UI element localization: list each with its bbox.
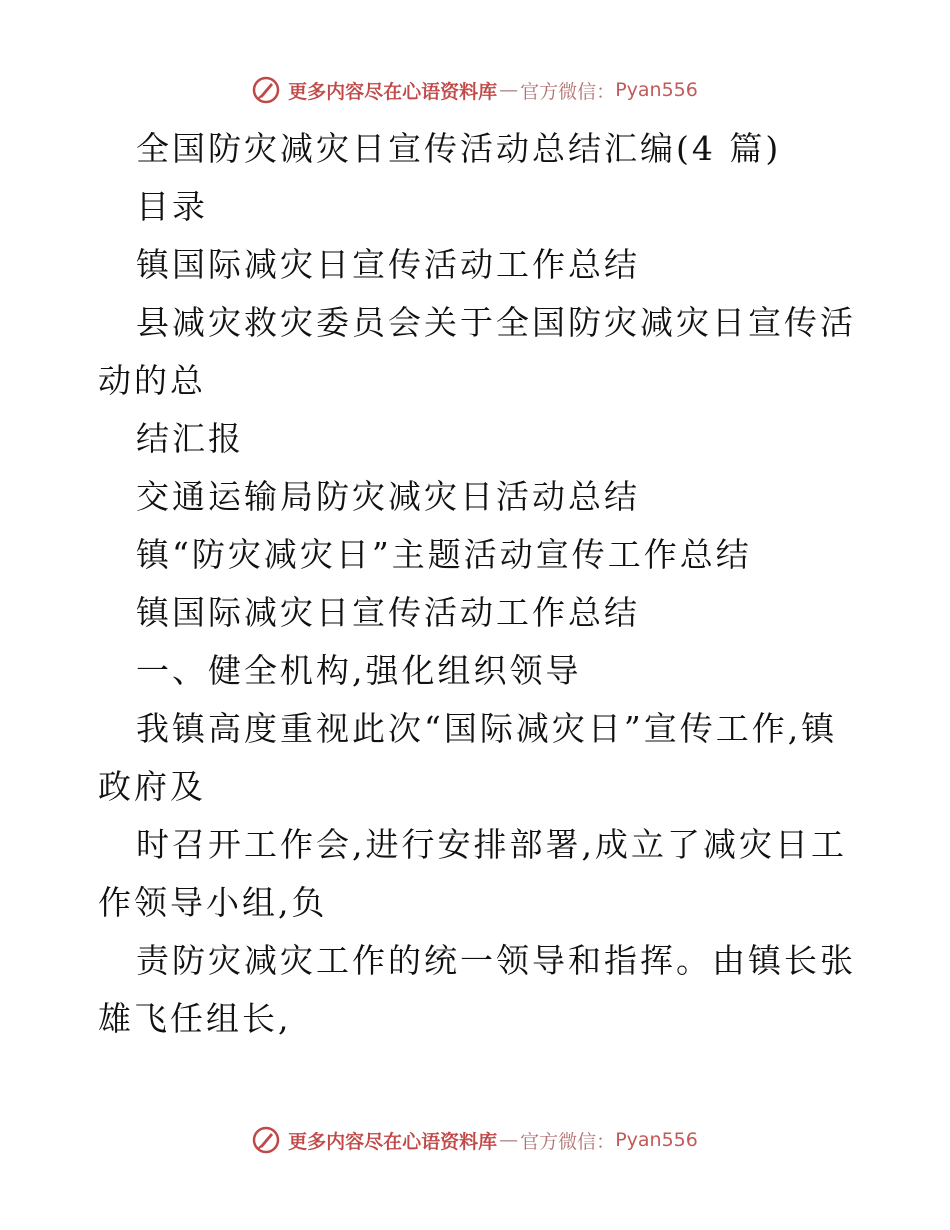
quill-logo-icon — [252, 1126, 280, 1154]
body-paragraph: 时召开工作会,进行安排部署,成立了减灾日工作领导小组,负 — [98, 825, 847, 922]
quill-logo-icon — [252, 76, 280, 104]
watermark-separator: — — [499, 1129, 519, 1151]
toc-item: 交通运输局防灾减灾日活动总结 — [136, 477, 640, 516]
watermark-brand: 更多内容尽在心语资料库 — [288, 80, 498, 103]
watermark-label: 官方微信： — [520, 80, 616, 103]
watermark-brand: 更多内容尽在心语资料库 — [288, 1130, 498, 1153]
watermark-wechat-id: Pyan556 — [615, 79, 698, 101]
watermark-separator: — — [499, 79, 519, 101]
header-watermark — [0, 70, 950, 110]
watermark-label: 官方微信： — [520, 1130, 616, 1153]
document-title: 全国防灾减灾日宣传活动总结汇编(4 篇) — [136, 129, 782, 168]
document-body — [98, 120, 858, 1048]
toc-item: 结汇报 — [136, 419, 244, 458]
toc-item: 镇国际减灾日宣传活动工作总结 — [136, 245, 640, 284]
toc-item: 镇“防灾减灾日”主题活动宣传工作总结 — [136, 535, 752, 574]
subsection-heading: 一、健全机构,强化组织领导 — [136, 651, 582, 690]
section-title: 镇国际减灾日宣传活动工作总结 — [136, 593, 640, 632]
body-paragraph: 责防灾减灾工作的统一领导和指挥。由镇长张雄飞任组长, — [98, 941, 856, 1038]
body-paragraph: 我镇高度重视此次“国际减灾日”宣传工作,镇政府及 — [98, 709, 838, 806]
toc-item: 县减灾救灾委员会关于全国防灾减灾日宣传活动的总 — [98, 303, 856, 400]
footer-watermark — [0, 1120, 950, 1160]
toc-heading: 目录 — [136, 187, 208, 226]
watermark-wechat-id: Pyan556 — [615, 1129, 698, 1151]
